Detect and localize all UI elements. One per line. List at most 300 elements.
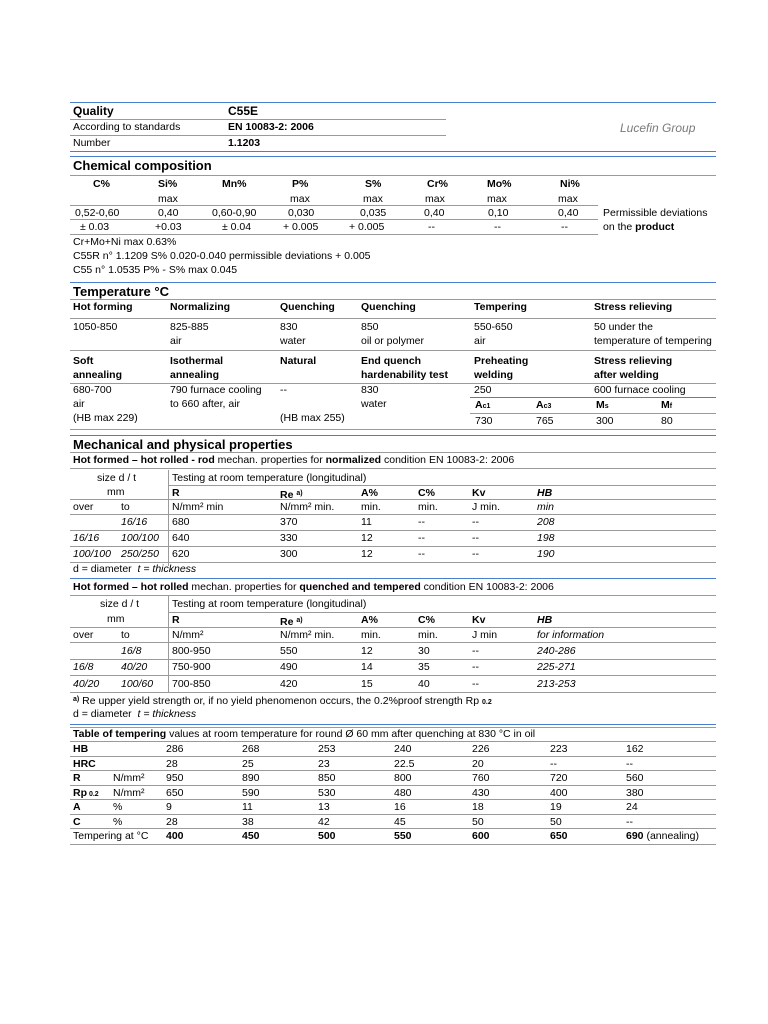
t2-r2-a: 14 (361, 661, 373, 673)
chem-perm-line2 (603, 221, 674, 234)
t2-diameter-note (73, 708, 196, 721)
t2-thick: t = thickness (137, 708, 197, 720)
t2-col-kv: Kv (472, 614, 486, 626)
t2-col-r: R (172, 614, 180, 626)
tempering-row-unit: % (113, 801, 123, 813)
tempering-cell: 240 (394, 743, 412, 755)
tempering-title-rest: values at room temperature for round Ø 60 mm after quenching at 830 °C in oil (166, 728, 536, 740)
t1-r3-to: 250/250 (121, 548, 159, 560)
header-top-rule (70, 102, 716, 103)
chem-col-si: Si% (158, 178, 178, 190)
rule (70, 659, 716, 660)
mech-t1-title (73, 454, 514, 467)
t2-col-c: C% (418, 614, 435, 626)
rule (168, 485, 716, 486)
temp-r2-soft: 680-700 (73, 384, 112, 396)
tempering-row-rule (70, 814, 716, 815)
footnote-marker: a) (73, 696, 80, 703)
rule (70, 675, 716, 676)
t2-over: over (73, 629, 94, 641)
ms-letter: M (596, 399, 605, 411)
chem-val-ni: 0,40 (558, 207, 579, 219)
rule (70, 724, 716, 725)
t1-r1-hb: 208 (537, 516, 555, 528)
t1-r1-to: 16/16 (121, 516, 148, 528)
ac3-label (536, 399, 551, 413)
temp-h2-stress: Stress relieving (594, 355, 673, 367)
t1-over: over (73, 501, 94, 513)
rule (70, 119, 446, 120)
t1-unit-kv: J min. (472, 501, 501, 513)
tempering-cell: 162 (626, 743, 644, 755)
ms-sub: s (604, 403, 609, 410)
t2-footnote (73, 693, 492, 709)
chem-col-ni: Ni% (560, 178, 580, 190)
rule (70, 546, 716, 547)
rule (70, 151, 716, 152)
tempering-temperature-cell: 600 (472, 830, 490, 842)
chem-col-c: C% (93, 178, 110, 190)
t2-re: Re (280, 616, 294, 628)
footnote-text: Re upper yield strength or, if no yield phenomenon occurs, the 0.2%proof strength Rp (82, 695, 480, 707)
rule (70, 741, 716, 742)
tempering-cell: 720 (550, 772, 568, 784)
chem-max-mo: max (487, 193, 507, 205)
mf-sub: f (669, 403, 673, 410)
t1-r2-hb: 198 (537, 532, 555, 544)
t1-unit-r: N/mm² min (172, 501, 224, 513)
t1-col-hb: HB (537, 487, 553, 499)
t1-size-text: size d / t (97, 472, 137, 484)
rule (470, 413, 716, 414)
t1-mm: mm (107, 486, 125, 498)
rule (70, 514, 716, 515)
rule (70, 595, 716, 596)
tempering-cell: 800 (394, 772, 412, 784)
t2-mm: mm (107, 613, 125, 625)
rule (70, 530, 716, 531)
tempering-cell: 25 (242, 758, 254, 770)
chem-max-ni: max (558, 193, 578, 205)
tempering-temperature-cell: 500 (318, 830, 336, 842)
tempering-row-rule (70, 756, 716, 757)
temp-h2-preheating: Preheating (474, 355, 529, 367)
t1-r3-over: 100/100 (73, 548, 111, 560)
t1-unit-re: N/mm² min. (280, 501, 335, 513)
temp-h-hot-forming: Hot forming (73, 301, 133, 313)
temp-h-tempering: Tempering (474, 301, 527, 313)
tempering-cell: 760 (472, 772, 490, 784)
tempering-cell: -- (626, 758, 633, 770)
temp-h2b-annealing-1: annealing (73, 369, 123, 381)
temp-r2-end-quench: 830 (361, 384, 379, 396)
t2-unit-kv: J min (472, 629, 498, 641)
quality-value: C55E (228, 104, 259, 118)
rule (70, 499, 716, 500)
tempering-cell: 28 (166, 816, 178, 828)
tempering-cell: 13 (318, 801, 330, 813)
quality-label: Quality (73, 104, 114, 118)
t2-r2-over: 16/8 (73, 661, 94, 673)
temp-r1-quenching-2: 850 (361, 321, 379, 333)
rule (70, 318, 716, 319)
rule (70, 205, 598, 206)
t1-unit-a: min. (361, 501, 381, 513)
tempering-cell: -- (626, 816, 633, 828)
ac1-value: 730 (475, 415, 493, 427)
t2-r3-a: 15 (361, 678, 373, 690)
t1-diam: d = diameter (73, 563, 132, 575)
t1-size-label (97, 472, 136, 485)
tempering-row-unit: N/mm² (113, 787, 145, 799)
temp-r1-stress: 50 under the (594, 321, 653, 333)
tempering-cell: 23 (318, 758, 330, 770)
chem-max-p: max (290, 193, 310, 205)
footnote-sub: 0.2 (481, 699, 492, 706)
rule (70, 435, 716, 436)
temp-r2b-end-quench: water (361, 398, 387, 410)
tempering-row-label: C (73, 816, 81, 828)
rule (70, 156, 716, 157)
t2-r2-r: 750-900 (172, 661, 211, 673)
chem-dev-mo: -- (494, 221, 501, 233)
t1-r2-r: 640 (172, 532, 190, 544)
chem-dev-si: +0.03 (155, 221, 182, 233)
t2-r1-to: 16/8 (121, 645, 142, 657)
t1-r1-re: 370 (280, 516, 298, 528)
t1-r2-to: 100/100 (121, 532, 159, 544)
ac1-sub: c1 (482, 403, 491, 410)
tempering-cell: 11 (242, 801, 253, 813)
standards-label: According to standards (73, 121, 181, 133)
mf-value: 80 (661, 415, 673, 427)
tempering-cell: -- (550, 758, 557, 770)
tempering-row-label-sub: 0.2 (87, 791, 99, 798)
t1-diameter-note (73, 563, 196, 576)
tempering-cell: 42 (318, 816, 330, 828)
tempering-row-rule (70, 799, 716, 800)
t1-r2-kv: -- (472, 532, 479, 544)
temp-h2b-annealing-2: annealing (170, 369, 220, 381)
t1-col-r: R (172, 487, 180, 499)
t2-size-label: size d / t (100, 598, 140, 610)
tempering-row-label: A (73, 801, 81, 813)
tempering-cell: 226 (472, 743, 490, 755)
tempering-cell: 890 (242, 772, 260, 784)
t2-r1-c: 30 (418, 645, 430, 657)
t1-title-props: mechan. properties for (214, 454, 326, 466)
chem-val-mo: 0,10 (488, 207, 509, 219)
tempering-temperature-cell: 400 (166, 830, 184, 842)
tempering-cell: 400 (550, 787, 568, 799)
chem-col-p: P% (292, 178, 309, 190)
t2-col-a: A% (361, 614, 378, 626)
temp-r2b-isothermal: to 660 after, air (170, 398, 241, 410)
chem-perm-line1: Permissible deviations (603, 207, 708, 219)
tempering-row-unit: % (113, 816, 123, 828)
brand-logo-text: Lucefin Group (620, 121, 696, 135)
t1-r3-kv: -- (472, 548, 479, 560)
number-label: Number (73, 137, 111, 149)
t2-r1-r: 800-950 (172, 645, 211, 657)
t2-r2-hb: 225-271 (537, 661, 576, 673)
chem-dev-ni: -- (561, 221, 568, 233)
temp-r2b-soft: air (73, 398, 85, 410)
t1-r1-kv: -- (472, 516, 479, 528)
temp-r1-normalizing: 825-885 (170, 321, 209, 333)
number-value: 1.1203 (228, 137, 261, 149)
chem-col-mo: Mo% (487, 178, 512, 190)
chem-dev-s: + 0.005 (349, 221, 385, 233)
t1-r2-over: 16/16 (73, 532, 100, 544)
temp-title: Temperature °C (73, 284, 169, 299)
t2-col-hb: HB (537, 614, 553, 626)
t1-re-sup: a) (296, 490, 303, 497)
tempering-cell: 850 (318, 772, 336, 784)
ms-value: 300 (596, 415, 614, 427)
temp-r1b-normalizing: air (170, 335, 182, 347)
t2-diam: d = diameter (73, 708, 132, 720)
temp-r2-isothermal: 790 furnace cooling (170, 384, 262, 396)
rule (470, 397, 716, 398)
temp-h-stress-relieving: Stress relieving (594, 301, 673, 313)
t2-r3-over: 40/20 (73, 678, 100, 690)
mech-title: Mechanical and physical properties (73, 437, 293, 452)
t2-unit-c: min. (418, 629, 438, 641)
rule (70, 627, 716, 628)
rule (70, 350, 716, 351)
t1-unit-c: min. (418, 501, 438, 513)
t2-to: to (121, 629, 130, 641)
temp-r1b-stress: temperature of tempering (594, 335, 712, 347)
t2-title-props: mechan. properties for (188, 581, 300, 593)
tempering-cell: 480 (394, 787, 412, 799)
tempering-temperature-cell: 690 (annealing) (626, 830, 699, 842)
temp-r2-preheating: 250 (474, 384, 492, 396)
tempering-cell: 16 (394, 801, 406, 813)
chem-perm-on-the: on the (603, 221, 633, 233)
t2-unit-hb: for information (537, 629, 605, 641)
rule (70, 452, 716, 453)
t2-unit-r: N/mm² (172, 629, 204, 641)
tempering-row-rule (70, 785, 716, 786)
t2-r3-to: 100/60 (121, 678, 154, 690)
tempering-cell: 45 (394, 816, 406, 828)
t1-r2-re: 330 (280, 532, 298, 544)
temp-r1-quenching-1: 830 (280, 321, 298, 333)
temp-r1-hot-forming: 1050-850 (73, 321, 118, 333)
temp-h2b-hardenability: hardenability test (361, 369, 448, 381)
tempering-cell: 50 (472, 816, 484, 828)
temp-r2-stress: 600 furnace cooling (594, 384, 686, 396)
standards-value: EN 10083-2: 2006 (228, 121, 314, 133)
temp-h2-end-quench: End quench (361, 355, 422, 367)
temp-h-quenching-2: Quenching (361, 301, 416, 313)
ac1-label (475, 399, 490, 413)
chem-max-si: max (158, 193, 178, 205)
tempering-cell: 19 (550, 801, 562, 813)
rule (70, 299, 716, 300)
rule (70, 468, 716, 469)
chem-dev-p: + 0.005 (283, 221, 319, 233)
tempering-cell: 950 (166, 772, 184, 784)
tempering-cell: 22.5 (394, 758, 415, 770)
t2-title-hot-formed: Hot formed – hot rolled (73, 581, 189, 593)
temp-h-quenching-1: Quenching (280, 301, 335, 313)
tempering-row-rule (70, 770, 716, 771)
chem-val-s: 0,035 (360, 207, 387, 219)
chem-val-mn: 0,60-0,90 (212, 207, 257, 219)
tempering-cell: 286 (166, 743, 184, 755)
rule (70, 429, 716, 430)
t1-r1-a: 11 (361, 516, 372, 528)
tempering-cell: 38 (242, 816, 254, 828)
t1-r2-a: 12 (361, 532, 373, 544)
mech-t2-title (73, 581, 554, 594)
mf-letter: M (661, 399, 670, 411)
tempering-row-label: R (73, 772, 81, 784)
chem-note-1: Cr+Mo+Ni max 0.63% (73, 236, 177, 248)
t2-r2-c: 35 (418, 661, 430, 673)
t1-testing: Testing at room temperature (longitudinal) (172, 472, 367, 484)
rule (70, 219, 598, 220)
chem-note-2: C55R n° 1.1209 S% 0.020-0.040 permissible deviations + 0.005 (73, 250, 371, 262)
rule (168, 612, 716, 613)
tempering-title (73, 728, 535, 741)
temp-r2c-soft: (HB max 229) (73, 412, 138, 424)
tempering-cell: 28 (166, 758, 178, 770)
t1-re: Re (280, 489, 294, 501)
tempering-cell: 50 (550, 816, 562, 828)
tempering-cell: 268 (242, 743, 260, 755)
chem-title: Chemical composition (73, 158, 212, 173)
chem-note-3: C55 n° 1.0535 P% - S% max 0.045 (73, 264, 238, 276)
t2-r3-r: 700-850 (172, 678, 211, 690)
tempering-cell: 530 (318, 787, 336, 799)
temp-h2-soft: Soft (73, 355, 94, 367)
t2-r1-kv: -- (472, 645, 479, 657)
tempering-cell: 590 (242, 787, 260, 799)
ac3-value: 765 (536, 415, 554, 427)
temp-r1b-tempering: air (474, 335, 486, 347)
t1-r3-hb: 190 (537, 548, 555, 560)
t1-r1-r: 680 (172, 516, 190, 528)
tempering-cell: 430 (472, 787, 490, 799)
t1-r3-a: 12 (361, 548, 373, 560)
temp-r1-tempering: 550-650 (474, 321, 513, 333)
tempering-temperature-cell: 550 (394, 830, 412, 842)
chem-dev-mn: ± 0.04 (222, 221, 252, 233)
tempering-row-label: HRC (73, 758, 96, 770)
t2-unit-re: N/mm² min. (280, 629, 335, 641)
tempering-cell: 24 (626, 801, 638, 813)
t2-r1-hb: 240-286 (537, 645, 576, 657)
t2-testing: Testing at room temperature (longitudinal) (172, 598, 367, 610)
t1-r2-c: -- (418, 532, 425, 544)
annealing-note: (annealing) (643, 830, 699, 842)
chem-val-si: 0,40 (158, 207, 179, 219)
t1-title-standard: condition EN 10083-2: 2006 (381, 454, 515, 466)
rule (70, 175, 716, 176)
temp-h-normalizing: Normalizing (170, 301, 231, 313)
ac1-letter: A (475, 399, 483, 411)
t2-unit-a: min. (361, 629, 381, 641)
t2-title-qt: quenched and tempered (299, 581, 421, 593)
tempering-row-unit: N/mm² (113, 772, 145, 784)
chem-max-s: max (363, 193, 383, 205)
t1-r3-re: 300 (280, 548, 298, 560)
t1-col-c: C% (418, 487, 435, 499)
temp-r1b-quenching-1: water (280, 335, 306, 347)
tempering-cell: 18 (472, 801, 484, 813)
chem-val-cr: 0,40 (424, 207, 445, 219)
chem-val-c: 0,52-0,60 (75, 207, 120, 219)
ac3-letter: A (536, 399, 544, 411)
rule (70, 282, 716, 283)
temp-r2-natural: -- (280, 384, 287, 396)
t2-r3-c: 40 (418, 678, 430, 690)
temp-r1b-quenching-2: oil or polymer (361, 335, 425, 347)
chem-max-cr: max (425, 193, 445, 205)
t2-r3-kv: -- (472, 678, 479, 690)
tempering-row-label: HB (73, 743, 89, 755)
t2-title-standard: condition EN 10083-2: 2006 (420, 581, 554, 593)
rule (70, 234, 598, 235)
t1-r3-c: -- (418, 548, 425, 560)
rule (70, 642, 716, 643)
ac3-sub: c3 (543, 403, 552, 410)
tempering-cell: 253 (318, 743, 336, 755)
tempering-at-label: Tempering at °C (73, 830, 149, 842)
tempering-row-rule (70, 828, 716, 829)
mf-label (661, 399, 672, 413)
rule (70, 135, 446, 136)
tempering-temperature-cell: 650 (550, 830, 568, 842)
t1-title-normalized: normalized (325, 454, 382, 466)
t1-col-kv: Kv (472, 487, 486, 499)
temp-r2c-natural: (HB max 255) (280, 412, 345, 424)
t2-r2-to: 40/20 (121, 661, 148, 673)
t2-re-sup: a) (296, 617, 303, 624)
t1-r1-c: -- (418, 516, 425, 528)
tempering-cell: 9 (166, 801, 172, 813)
chem-col-s: S% (365, 178, 382, 190)
tempering-temperature-cell: 450 (242, 830, 260, 842)
tempering-cell: 560 (626, 772, 644, 784)
temp-h2b-after-welding: after welding (594, 369, 659, 381)
t2-r2-kv: -- (472, 661, 479, 673)
tempering-row-label: Rp 0.2 (73, 787, 99, 799)
t2-r1-re: 550 (280, 645, 298, 657)
temp-h2b-welding: welding (474, 369, 514, 381)
t1-unit-hb: min (537, 501, 554, 513)
t1-col-a: A% (361, 487, 378, 499)
t2-r2-re: 490 (280, 661, 298, 673)
t1-thick: t = thickness (137, 563, 197, 575)
tempering-cell: 650 (166, 787, 184, 799)
tempering-cell: 380 (626, 787, 644, 799)
rule (168, 596, 169, 692)
chem-dev-cr: -- (428, 221, 435, 233)
tempering-row-rule (70, 844, 716, 845)
tempering-cell: 223 (550, 743, 568, 755)
chem-val-p: 0,030 (288, 207, 315, 219)
t1-r3-r: 620 (172, 548, 190, 560)
rule (70, 578, 716, 579)
t2-r3-hb: 213-253 (537, 678, 576, 690)
t1-title-hot-formed: Hot formed – hot rolled - rod (73, 454, 215, 466)
chem-col-mn: Mn% (222, 178, 247, 190)
